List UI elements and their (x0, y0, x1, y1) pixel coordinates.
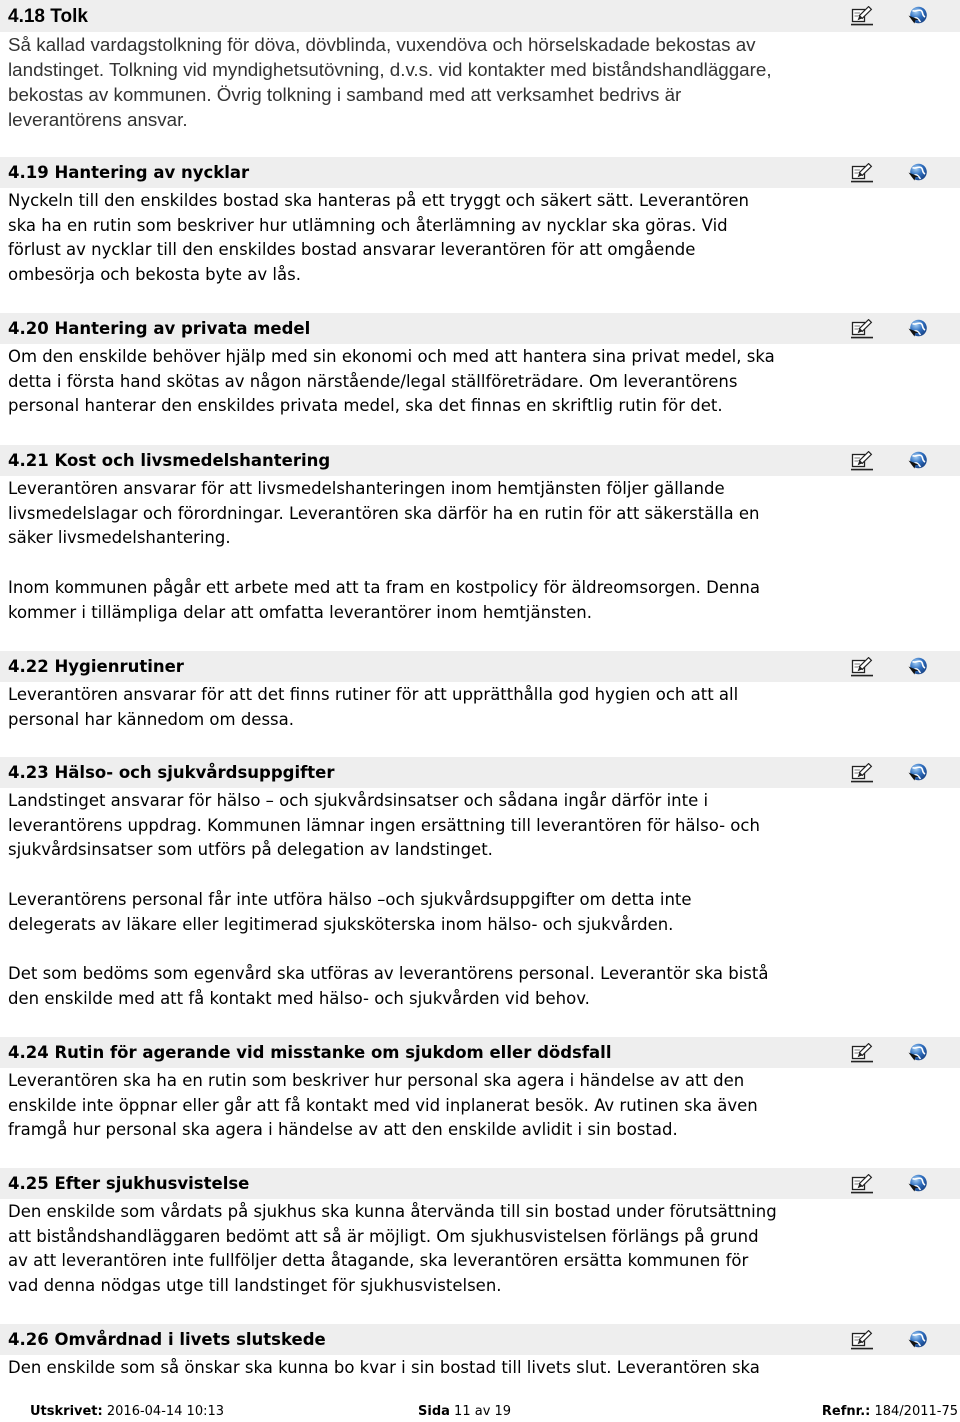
text-line: Leverantören ska ha en rutin som beskriver hur personal ska agera i händelse av att den (8, 1071, 745, 1090)
text-line: detta i första hand skötas av någon närstående/legal ställföreträdare. Om leverantörens (8, 371, 738, 391)
text-line: av att leverantören inte fullföljer detta åtagande, ska leverantören ersätta kommunen för (8, 1251, 749, 1271)
section-heading (0, 313, 960, 344)
text-line: Den enskilde som vårdats på sjukhus ska kunna återvända till sin bostad under förutsättning (8, 1202, 777, 1221)
section-heading (0, 757, 960, 788)
globe-icon[interactable] (905, 1330, 929, 1350)
paragraph (0, 1356, 960, 1381)
section-body (0, 476, 960, 625)
edit-icon[interactable] (850, 1330, 874, 1350)
section-4-19 (0, 157, 960, 288)
text-line: Leverantören ansvarar för att livsmedelshanteringen inom hemtjänsten följer gällande (8, 479, 725, 498)
globe-icon[interactable] (905, 763, 929, 783)
paragraph (0, 345, 960, 419)
text-line: sjukvårdsinsatser som utförs på delegation av landstinget. (8, 840, 493, 860)
text-line: personal hanterar den enskildes privata medel, ska det finnas en skriftlig rutin för det. (8, 396, 723, 416)
paragraph (0, 888, 960, 937)
edit-icon[interactable] (850, 763, 874, 783)
paragraph (0, 32, 960, 132)
section-body (0, 1199, 960, 1299)
ref-label: Refnr.: (821, 1404, 871, 1419)
paragraph (0, 1069, 960, 1143)
section-heading (0, 651, 960, 682)
section-heading (0, 1324, 960, 1355)
section-number: 4.19 (8, 163, 49, 182)
section-number: 4.23 (8, 763, 49, 782)
section-number: 4.20 (8, 319, 49, 338)
text-line: Så kallad vardagstolkning för döva, dövblinda, vuxendöva och hörselskadade bekostas av (8, 34, 756, 55)
section-title: Hantering av nycklar (54, 163, 250, 182)
section-body (0, 1068, 960, 1143)
edit-icon[interactable] (850, 1043, 874, 1063)
page-footer (0, 1402, 960, 1422)
page-number (418, 1402, 511, 1422)
text-line: ska ha en rutin som beskriver hur utlämning och återlämning av nycklar ska göras. Vid (8, 215, 728, 235)
section-title: Kost och livsmedelshantering (54, 451, 331, 470)
edit-icon[interactable] (850, 319, 874, 339)
text-line: Leverantörens personal får inte utföra hälso –och sjukvårdsuppgifter om detta inte (8, 889, 692, 909)
section-header-bar (0, 0, 960, 32)
text-line: enskilde inte öppnar eller går att få kontakt med vid inplanerat besök. Av rutinen ska även (8, 1095, 758, 1115)
section-header-bar (0, 445, 960, 476)
globe-icon[interactable] (905, 451, 929, 471)
section-header-bar (0, 757, 960, 788)
text-line: personal har kännedom om dessa. (8, 709, 295, 729)
edit-icon[interactable] (850, 451, 874, 471)
section-4-18 (0, 0, 960, 132)
text-line: framgå hur personal ska agera i händelse av att den enskilde avlidit i sin bostad. (8, 1120, 678, 1140)
globe-icon[interactable] (905, 1043, 929, 1063)
text-line: Nyckeln till den enskildes bostad ska hanteras på ett tryggt och säkert sätt. Leverantören (8, 191, 749, 210)
section-body (0, 682, 960, 732)
text-line: att biståndshandläggaren bedömt att så är möjligt. Om sjukhusvistelsen förlängs på grund (8, 1226, 759, 1246)
paragraph (0, 683, 960, 732)
paragraph (0, 1200, 960, 1299)
section-title: Tolk (50, 6, 88, 27)
text-line: leverantörens uppdrag. Kommunen lämnar ingen ersättning till leverantören för hälso- och (8, 815, 760, 835)
section-4-24 (0, 1037, 960, 1143)
section-body (0, 344, 960, 419)
edit-icon[interactable] (850, 657, 874, 677)
section-title: Hälso- och sjukvårdsuppgifter (54, 763, 335, 782)
section-number: 4.21 (8, 451, 49, 470)
text-line: Om den enskilde behöver hjälp med sin ekonomi och med att hantera sina privat medel, ska (8, 347, 775, 366)
text-line: Landstinget ansvarar för hälso – och sjukvårdsinsatser och sådana ingår därför inte i (8, 791, 709, 810)
printed-date (30, 1402, 224, 1422)
section-heading (0, 157, 960, 188)
section-heading (0, 1037, 960, 1068)
section-header-bar (0, 157, 960, 188)
section-heading (0, 445, 960, 476)
globe-icon[interactable] (905, 657, 929, 677)
section-body (0, 32, 960, 132)
text-line: den enskilde med att få kontakt med hälso- och sjukvården vid behov. (8, 988, 590, 1008)
section-title: Hygienrutiner (54, 657, 184, 676)
section-body (0, 188, 960, 288)
text-line: kommer i tillämpliga delar att omfatta leverantörer inom hemtjänsten. (8, 602, 592, 622)
text-line: Det som bedöms som egenvård ska utföras av leverantörens personal. Leverantör ska bistå (8, 963, 769, 983)
reference-number (822, 1402, 958, 1422)
text-line: säker livsmedelshantering. (8, 528, 231, 548)
section-4-22 (0, 651, 960, 732)
printed-value: 2016-04-14 10:13 (106, 1404, 225, 1419)
section-4-21 (0, 445, 960, 625)
section-header-bar (0, 651, 960, 682)
section-number: 4.24 (8, 1043, 49, 1062)
edit-icon[interactable] (850, 1174, 874, 1194)
section-title: Hantering av privata medel (54, 319, 311, 338)
section-number: 4.18 (8, 6, 45, 27)
text-line: Den enskilde som så önskar ska kunna bo kvar i sin bostad till livets slut. Leverantören ska (8, 1358, 760, 1377)
globe-icon[interactable] (905, 163, 929, 183)
globe-icon[interactable] (905, 319, 929, 339)
section-body (0, 1355, 960, 1381)
section-header-bar (0, 1037, 960, 1068)
paragraph (0, 477, 960, 551)
section-4-25 (0, 1168, 960, 1299)
text-line: vad denna nödgas utge till landstinget för sjukhusvistelsen. (8, 1276, 502, 1296)
printed-label: Utskrivet: (30, 1404, 103, 1419)
section-header-bar (0, 1324, 960, 1355)
section-number: 4.22 (8, 657, 49, 676)
edit-icon[interactable] (850, 163, 874, 183)
section-heading (0, 1168, 960, 1199)
text-line: bekostas av kommunen. Övrig tolkning i samband med att verksamhet bedrivs är (8, 84, 682, 105)
page-value: 11 av 19 (454, 1404, 512, 1419)
text-line: Leverantören ansvarar för att det finns rutiner för att upprätthålla god hygien och att all (8, 685, 739, 704)
section-4-23 (0, 757, 960, 1011)
paragraph (0, 189, 960, 288)
ref-value: 184/2011-75 (874, 1404, 958, 1419)
section-title: Rutin för agerande vid misstanke om sjukdom eller dödsfall (54, 1043, 612, 1062)
paragraph (0, 789, 960, 863)
page-label: Sida (418, 1404, 450, 1419)
paragraph (0, 962, 960, 1011)
globe-icon[interactable] (905, 1174, 929, 1194)
section-title: Efter sjukhusvistelse (54, 1174, 250, 1193)
section-number: 4.25 (8, 1174, 49, 1193)
text-line: landstinget. Tolkning vid myndighetsutövning, d.v.s. vid kontakter med biståndshandläggare, (8, 59, 772, 80)
section-body (0, 788, 960, 1011)
section-header-bar (0, 1168, 960, 1199)
section-4-26 (0, 1324, 960, 1381)
text-line: ombesörja och bekosta byte av lås. (8, 265, 301, 285)
text-line: livsmedelslagar och förordningar. Leverantören ska därför ha en rutin för att säkerställa en (8, 503, 760, 523)
globe-icon[interactable] (905, 6, 929, 26)
text-line: Inom kommunen pågår ett arbete med att ta fram en kostpolicy för äldreomsorgen. Denna (8, 577, 760, 597)
section-4-20 (0, 313, 960, 419)
section-header-bar (0, 313, 960, 344)
text-line: förlust av nycklar till den enskildes bostad ansvarar leverantören för att omgående (8, 240, 696, 260)
edit-icon[interactable] (850, 6, 874, 26)
section-number: 4.26 (8, 1330, 49, 1349)
paragraph (0, 576, 960, 625)
text-line: leverantörens ansvar. (8, 109, 188, 130)
section-title: Omvårdnad i livets slutskede (54, 1330, 326, 1349)
text-line: delegerats av läkare eller legitimerad sjuksköterska inom hälso- och sjukvården. (8, 914, 674, 934)
section-heading (0, 0, 960, 34)
